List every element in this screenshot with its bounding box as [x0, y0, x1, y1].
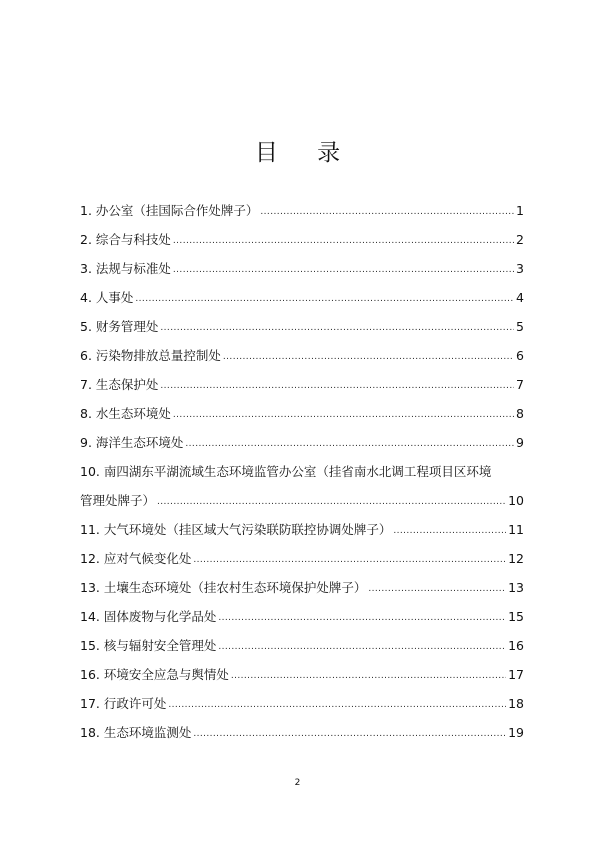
dot-leader [368, 580, 506, 602]
toc-entry-18[interactable] [80, 718, 524, 747]
dot-leader [173, 261, 514, 283]
footer-page-number: 2 [294, 778, 301, 788]
toc-entry-15[interactable] [80, 631, 524, 660]
toc-entry-title: 18. 生态环境监测处 [80, 725, 192, 740]
toc-entry-title: 7. 生态保护处 [80, 377, 159, 392]
dot-leader [168, 696, 506, 718]
toc-entry-title: 14. 固体废物与化学品处 [80, 609, 217, 624]
toc-entry-title: 15. 核与辐射安全管理处 [80, 638, 217, 653]
toc-entry-title: 2. 综合与科技处 [80, 232, 171, 247]
toc-entry-5[interactable] [80, 312, 524, 341]
toc-entry-10[interactable] [80, 457, 524, 515]
toc-entry-3[interactable] [80, 254, 524, 283]
dot-leader [223, 348, 514, 370]
dot-leader [157, 493, 506, 515]
dot-leader [393, 522, 506, 544]
dot-leader [160, 319, 514, 341]
toc-entry-title: 12. 应对气候变化处 [80, 551, 192, 566]
toc-entry-title: 9. 海洋生态环境处 [80, 435, 184, 450]
toc-entry-page: 16 [508, 638, 524, 653]
toc-entry-page: 13 [508, 580, 524, 595]
toc-entry-page: 6 [516, 348, 524, 363]
toc-entry-page: 18 [508, 696, 524, 711]
toc-entry-14[interactable] [80, 602, 524, 631]
toc-entry-title: 5. 财务管理处 [80, 319, 159, 334]
dot-leader [218, 638, 506, 660]
toc-entry-title: 3. 法规与标准处 [80, 261, 171, 276]
toc-entry-13[interactable] [80, 573, 524, 602]
toc-entry-6[interactable] [80, 341, 524, 370]
toc-entry-page: 10 [508, 493, 524, 508]
dot-leader [135, 290, 514, 312]
toc-entry-page: 19 [508, 725, 524, 740]
toc-entry-8[interactable] [80, 399, 524, 428]
toc-entry-7[interactable] [80, 370, 524, 399]
toc-entry-title: 管理处牌子） [80, 493, 156, 508]
toc-entry-page: 5 [516, 319, 524, 334]
toc-entry-1[interactable] [80, 196, 524, 225]
toc-entry-16[interactable] [80, 660, 524, 689]
dot-leader [173, 406, 514, 428]
toc-entry-title: 11. 大气环境处（挂区域大气污染联防联控协调处牌子） [80, 522, 392, 537]
toc-entry-page: 12 [508, 551, 524, 566]
dot-leader [160, 377, 514, 399]
toc-entry-title: 16. 环境安全应急与舆情处 [80, 667, 229, 682]
toc-entry-title: 17. 行政许可处 [80, 696, 167, 711]
dot-leader [218, 609, 506, 631]
dot-leader [185, 435, 514, 457]
dot-leader [173, 232, 514, 254]
toc-entry-12[interactable] [80, 544, 524, 573]
dot-leader [231, 667, 506, 689]
toc-entry-page: 17 [508, 667, 524, 682]
toc-entry-page: 4 [516, 290, 524, 305]
toc-entry-title: 6. 污染物排放总量控制处 [80, 348, 221, 363]
toc-entry-page: 7 [516, 377, 524, 392]
toc-entry-page: 15 [508, 609, 524, 624]
dot-leader [193, 725, 506, 747]
toc-entry-9[interactable] [80, 428, 524, 457]
toc-entry-page: 11 [508, 522, 524, 537]
toc-entry-4[interactable] [80, 283, 524, 312]
dot-leader [193, 551, 506, 573]
toc-entry-page: 3 [516, 261, 524, 276]
toc-entry-title: 4. 人事处 [80, 290, 134, 305]
toc-entry-title: 8. 水生态环境处 [80, 406, 171, 421]
toc-entry-page: 2 [516, 232, 524, 247]
toc-entry-page: 9 [516, 435, 524, 450]
toc-entry-2[interactable] [80, 225, 524, 254]
toc-entry-title: 13. 土壤生态环境处（挂农村生态环境保护处牌子） [80, 580, 367, 595]
toc-entry-11[interactable] [80, 515, 524, 544]
page-title: 目 录 [254, 140, 357, 166]
toc-entry-page: 8 [516, 406, 524, 421]
toc-entry-page: 1 [516, 203, 524, 218]
toc-entry-title: 1. 办公室（挂国际合作处牌子） [80, 203, 259, 218]
table-of-contents [80, 196, 524, 747]
dot-leader [260, 203, 514, 225]
toc-entry-title-line1: 10. 南四湖东平湖流域生态环境监管办公室（挂省南水北调工程项目区环境 [80, 464, 492, 479]
toc-entry-17[interactable] [80, 689, 524, 718]
